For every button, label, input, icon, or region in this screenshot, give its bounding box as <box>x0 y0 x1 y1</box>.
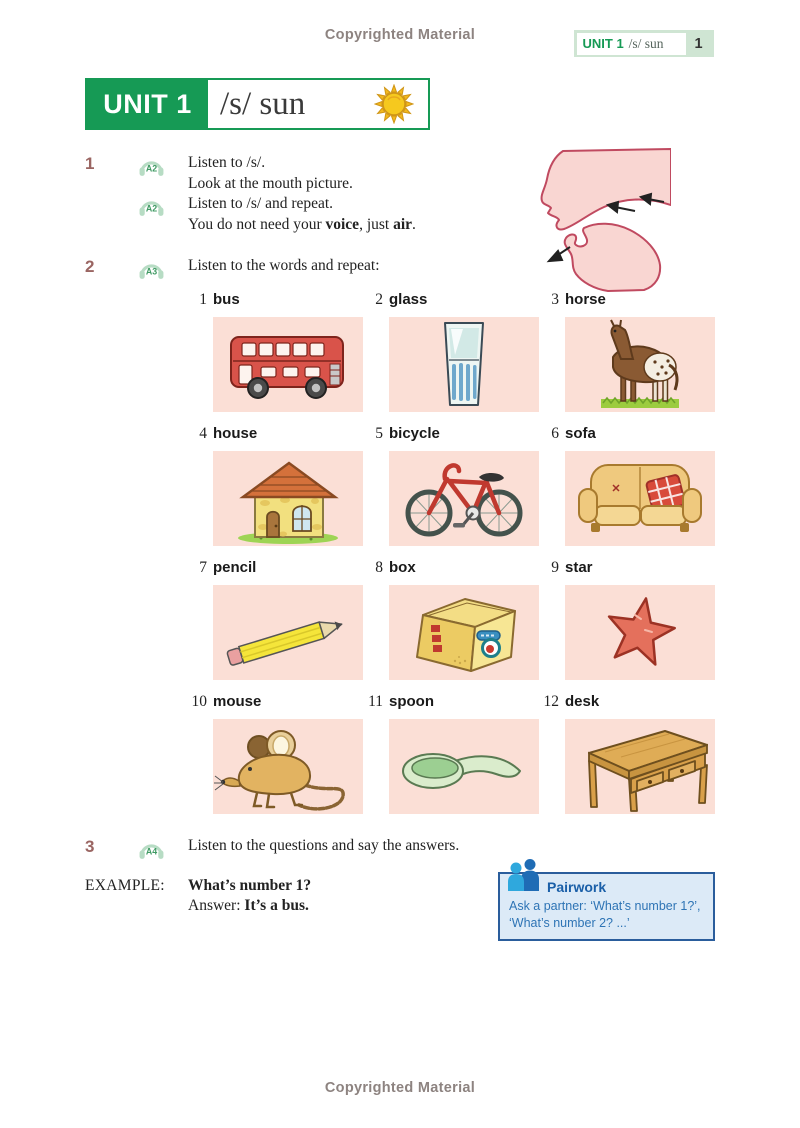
word-number: 6 <box>551 425 559 442</box>
exercise-2-number: 2 <box>85 257 95 276</box>
word-number: 4 <box>199 425 207 442</box>
picture-cell <box>213 719 363 814</box>
word-number: 11 <box>368 693 383 710</box>
example-answer: Answer: It’s a bus. <box>188 897 309 914</box>
picture-cell <box>565 317 715 412</box>
box-illustration <box>389 585 539 680</box>
word-number: 7 <box>199 559 207 576</box>
word-number: 5 <box>375 425 383 442</box>
headphones-icon <box>138 837 165 862</box>
exercise-1-number: 1 <box>85 154 95 173</box>
pairwork-box <box>498 872 715 941</box>
grid-item-horse <box>551 291 715 412</box>
word-number: 2 <box>375 291 383 308</box>
headphones-icon <box>138 257 165 282</box>
word-number: 9 <box>551 559 559 576</box>
page-header-tab <box>574 30 714 57</box>
banner-unit-label: UNIT 1 <box>103 88 192 119</box>
word-label: desk <box>565 693 600 710</box>
two-people-icon <box>506 858 542 896</box>
exercise-2 <box>85 256 380 277</box>
word-label: pencil <box>213 559 257 576</box>
instruction-line: Listen to the questions and say the answers. <box>188 837 460 854</box>
instruction-line: Look at the mouth picture. <box>188 174 353 192</box>
picture-cell <box>389 451 539 546</box>
grid-item-mouse <box>191 693 363 814</box>
grid-item-bus <box>199 291 363 412</box>
bicycle-illustration <box>389 451 539 546</box>
word-label: house <box>213 425 258 442</box>
tab-title <box>577 33 686 55</box>
house-illustration <box>213 451 363 546</box>
pairwork-title: Pairwork <box>547 879 607 895</box>
unit-banner-title-box <box>208 80 428 128</box>
instruction-line: You do not need your voice, just air. <box>188 215 416 233</box>
tab-page-number: 1 <box>694 35 703 52</box>
picture-cell <box>565 451 715 546</box>
glass-illustration <box>389 317 539 412</box>
picture-cell <box>213 585 363 680</box>
picture-cell <box>389 317 539 412</box>
grid-item-spoon <box>368 693 539 814</box>
unit-banner-green-box <box>87 80 208 128</box>
audio-track-icon[interactable] <box>138 194 165 224</box>
picture-cell <box>565 585 715 680</box>
word-number: 1 <box>199 291 207 308</box>
word-label: sofa <box>565 425 596 442</box>
headphones-icon <box>138 154 165 179</box>
grid-item-bicycle <box>375 425 539 546</box>
banner-title: /s/ sun <box>220 85 306 122</box>
example-question: What’s number 1? <box>188 877 312 894</box>
grid-item-star <box>551 559 715 680</box>
audio-track-label: A4 <box>145 846 158 857</box>
audio-track-icon[interactable] <box>138 257 165 287</box>
example-block <box>85 876 311 916</box>
grid-item-box <box>375 559 539 680</box>
exercise-1 <box>85 153 416 235</box>
headphones-icon <box>138 194 165 219</box>
word-label: spoon <box>389 693 434 710</box>
grid-item-sofa <box>551 425 715 546</box>
grid-item-glass <box>375 291 539 412</box>
sofa-illustration <box>565 451 715 546</box>
exercise-3-number: 3 <box>85 837 95 856</box>
word-label: glass <box>389 291 428 308</box>
word-number: 3 <box>551 291 559 308</box>
word-label: bus <box>213 291 240 308</box>
picture-cell <box>565 719 715 814</box>
horse-illustration <box>565 317 715 412</box>
word-number: 12 <box>543 693 559 710</box>
copyright-notice-top: Copyrighted Material <box>324 27 476 43</box>
sun-icon <box>374 84 414 124</box>
audio-track-label: A2 <box>145 163 158 174</box>
word-label: horse <box>565 291 606 308</box>
pairwork-line: ‘What’s number 2? ...’ <box>509 915 630 930</box>
audio-track-label: A2 <box>145 203 158 214</box>
desk-illustration <box>565 719 715 814</box>
instruction-line: Listen to /s/ and repeat. <box>188 195 334 212</box>
spoon-illustration <box>389 719 539 814</box>
pairwork-line: Ask a partner: ‘What’s number 1?’, <box>509 899 701 913</box>
pencil-illustration <box>213 585 363 680</box>
instruction-line: Listen to /s/. <box>188 154 266 171</box>
mouth-diagram <box>523 148 671 293</box>
picture-cell <box>213 317 363 412</box>
word-number: 8 <box>375 559 383 576</box>
audio-track-icon[interactable] <box>138 837 165 867</box>
star-illustration <box>565 585 715 680</box>
audio-track-label: A3 <box>145 266 158 277</box>
word-label: mouse <box>213 693 262 710</box>
tab-phoneme-label: /s/ sun <box>628 35 664 51</box>
grid-item-pencil <box>199 559 363 680</box>
audio-track-icon[interactable] <box>138 154 165 184</box>
word-number: 10 <box>191 693 207 710</box>
mouse-illustration <box>213 719 363 814</box>
tab-unit-label: UNIT 1 <box>582 36 624 51</box>
bus-illustration <box>213 317 363 412</box>
word-label: box <box>389 559 416 576</box>
picture-cell <box>213 451 363 546</box>
word-label: bicycle <box>389 425 440 442</box>
example-label: EXAMPLE: <box>85 877 165 894</box>
picture-cell <box>389 585 539 680</box>
unit-banner <box>85 78 430 130</box>
grid-item-desk <box>543 693 715 814</box>
picture-cell <box>389 719 539 814</box>
exercise-3 <box>85 836 459 857</box>
word-grid <box>191 291 715 814</box>
word-label: star <box>565 559 593 576</box>
instruction-line: Listen to the words and repeat: <box>188 257 380 274</box>
copyright-notice-bottom: Copyrighted Material <box>324 1080 476 1096</box>
grid-item-house <box>199 425 363 546</box>
